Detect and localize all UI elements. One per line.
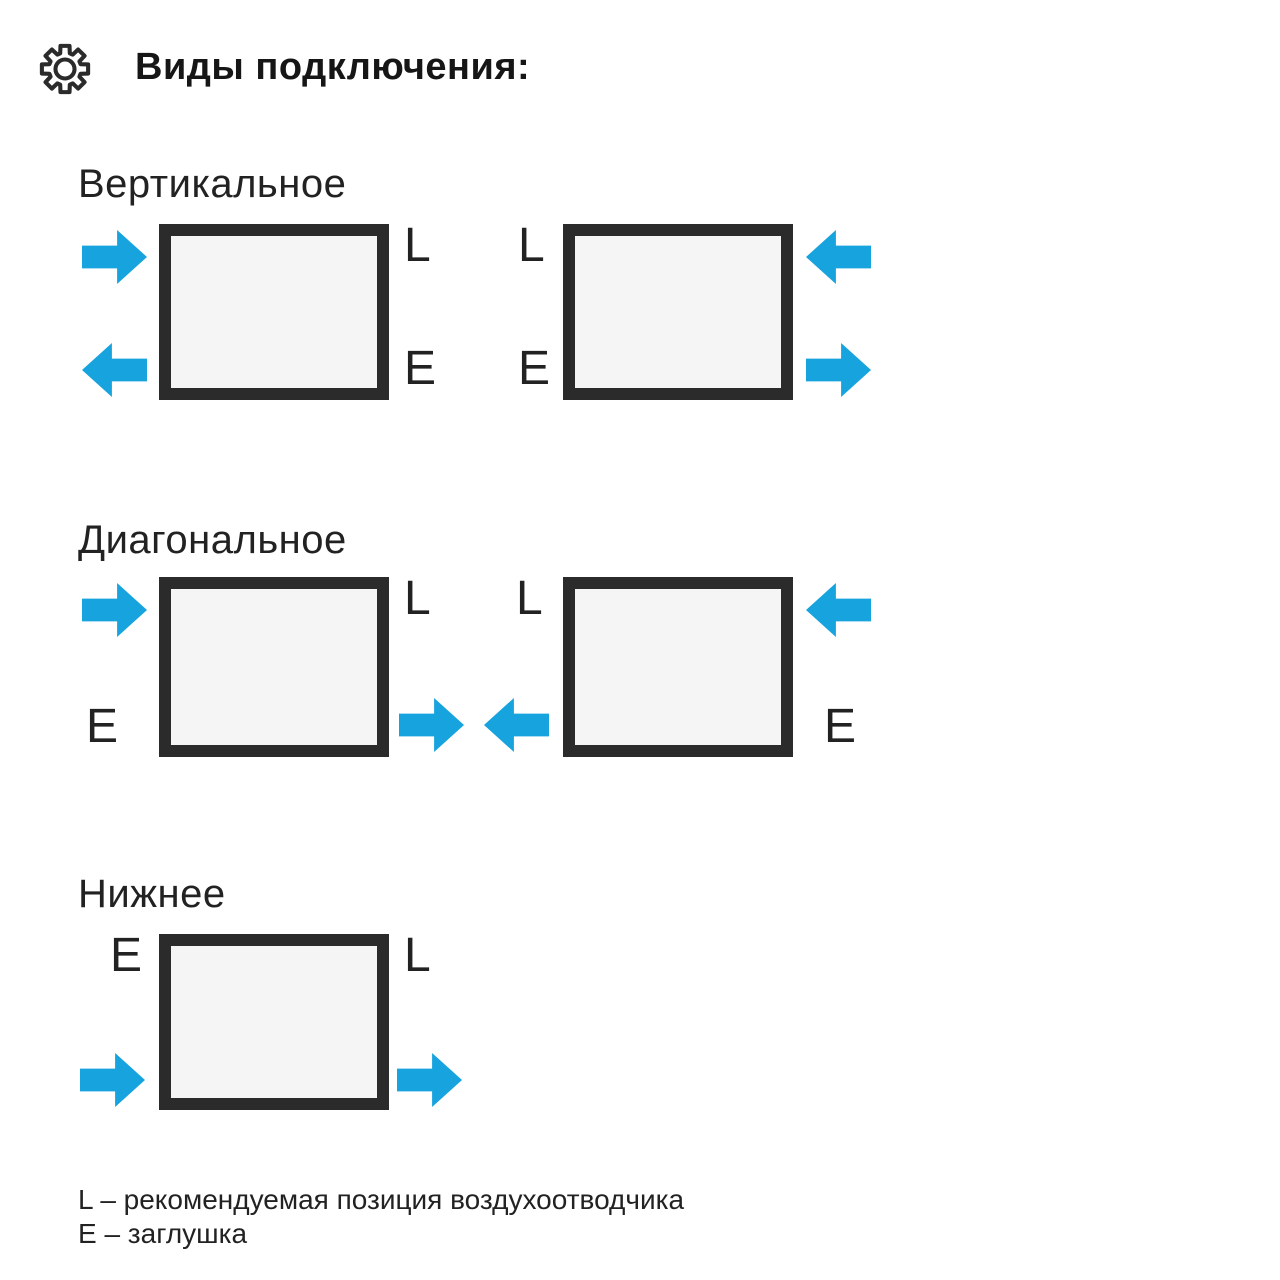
port-label-l: L xyxy=(404,929,431,982)
radiator-body xyxy=(159,577,389,757)
flow-outlet-arrow-icon xyxy=(806,343,871,397)
section-label-bottom: Нижнее xyxy=(78,872,226,916)
port-label-l: L xyxy=(516,572,543,625)
page-title: Виды подключения: xyxy=(135,46,531,88)
flow-inlet-arrow-icon xyxy=(806,230,871,284)
port-label-l: L xyxy=(518,219,545,272)
flow-inlet-arrow-icon xyxy=(82,583,147,637)
radiator-body xyxy=(159,934,389,1110)
section-label-diagonal: Диагональное xyxy=(78,518,347,562)
port-label-e: E xyxy=(404,342,437,395)
flow-outlet-arrow-icon xyxy=(399,698,464,752)
flow-outlet-arrow-icon xyxy=(82,343,147,397)
radiator-body xyxy=(563,224,793,400)
port-label-e: E xyxy=(86,700,119,753)
legend-line-l: L – рекомендуемая позиция воздухоотводчика xyxy=(78,1184,685,1215)
legend-line-e: E – заглушка xyxy=(78,1218,248,1249)
flow-inlet-arrow-icon xyxy=(806,583,871,637)
gear-icon xyxy=(36,40,94,98)
port-label-l: L xyxy=(404,572,431,625)
port-label-e: E xyxy=(824,700,857,753)
radiator-body xyxy=(159,224,389,400)
port-label-e: E xyxy=(518,342,551,395)
radiator-body xyxy=(563,577,793,757)
flow-inlet-arrow-icon xyxy=(80,1053,145,1107)
flow-inlet-arrow-icon xyxy=(82,230,147,284)
port-label-l: L xyxy=(404,219,431,272)
port-label-e: E xyxy=(110,929,143,982)
flow-outlet-arrow-icon xyxy=(484,698,549,752)
section-label-vertical: Вертикальное xyxy=(78,162,347,206)
flow-outlet-arrow-icon xyxy=(397,1053,462,1107)
